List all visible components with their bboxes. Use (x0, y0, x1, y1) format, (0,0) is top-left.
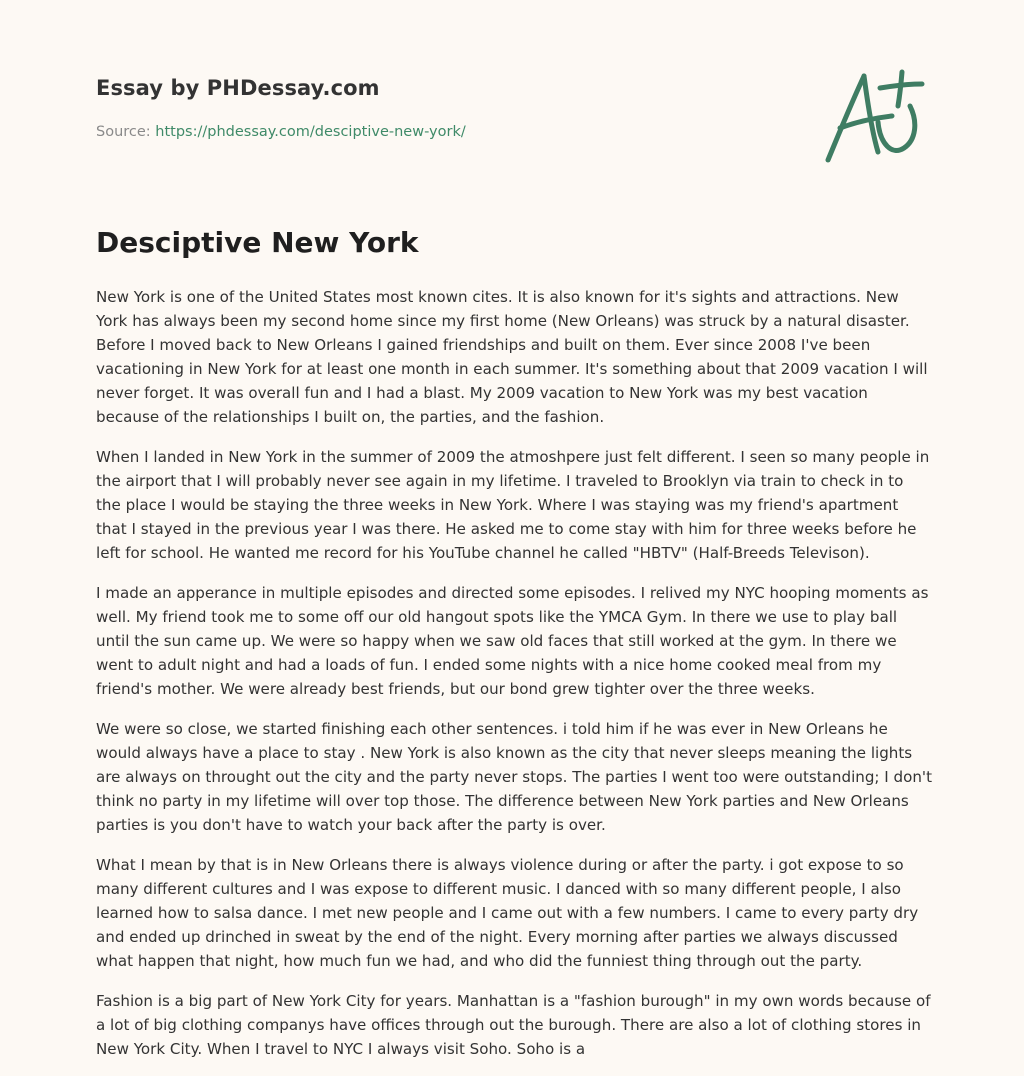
essay-paragraph: We were so close, we started finishing each other sentences. i told him if he was ever in New Orleans he would always have a place to stay . New York is also known as the city that never sleeps meaning the lights are always on throught out the city and the party never stops. The parties I went too were outstanding; I don't think no party in my lifetime will over top those. The difference between New York parties and New Orleans parties is you don't have to watch your back after the party is over. (96, 720, 932, 834)
essay-paragraph: When I landed in New York in the summer of 2009 the atmoshpere just felt different. I seen so many people in the airport that I will probably never see again in my lifetime. I traveled to Brooklyn via train to check in to the place I would be staying the three weeks in New York. Where I was staying was my friend's apartment that I stayed in the previous year I was there. He asked me to come stay with him for three weeks before he left for school. He wanted me record for his YouTube channel he called "HBTV" (Half-Breeds Televison). (96, 448, 930, 562)
source-line (96, 124, 466, 140)
essay-paragraph: What I mean by that is in New Orleans there is always violence during or after the party. i got expose to so many different cultures and I was expose to different music. I danced with so many different people, I also learned how to salsa dance. I met new people and I came out with a few numbers. I came to every party dry and ended up drinched in sweat by the end of the night. Every morning after parties we always discussed what happen that night, how much fun we had, and who did the funniest thing through out the party. (96, 856, 919, 970)
essay-paragraph: Fashion is a big part of New York City for years. Manhattan is a "fashion burough" in my own words because of a lot of big clothing companys have offices through out the burough. There are also a lot of clothing stores in New York City. When I travel to NYC I always visit Soho. Soho is a (96, 992, 931, 1058)
site-title: Essay by PHDessay.com (96, 76, 380, 100)
essay-paragraph: I made an apperance in multiple episodes and directed some episodes. I relived my NYC hooping moments as well. My friend took me to some off our old hangout spots like the YMCA Gym. In there we use to play ball until the sun came up. We were so happy when we saw old faces that still worked at the gym. In there we went to adult night and had a loads of fun. I ended some nights with a nice home cooked meal from my friend's mother. We were already best friends, but our bond grew tighter over the three weeks. (96, 584, 929, 698)
essay-paragraph: New York is one of the United States most known cites. It is also known for it's sights and attractions. New York has always been my second home since my first home (New Orleans) was struck by a natural disaster. Before I moved back to New Orleans I gained friendships and built on them. Ever since 2008 I've been vacationing in New York for at least one month in each summer. It's something about that 2009 vacation I will never forget. It was overall fun and I had a blast. My 2009 vacation to New York was my best vacation because of the relationships I built on, the parties, and the fashion. (96, 288, 928, 426)
source-link[interactable]: https://phdessay.com/desciptive-new-york/ (155, 124, 466, 140)
a-plus-grade-icon (818, 66, 930, 166)
source-label: Source: (96, 124, 156, 140)
essay-body (96, 285, 932, 1076)
essay-title: Desciptive New York (96, 226, 419, 259)
